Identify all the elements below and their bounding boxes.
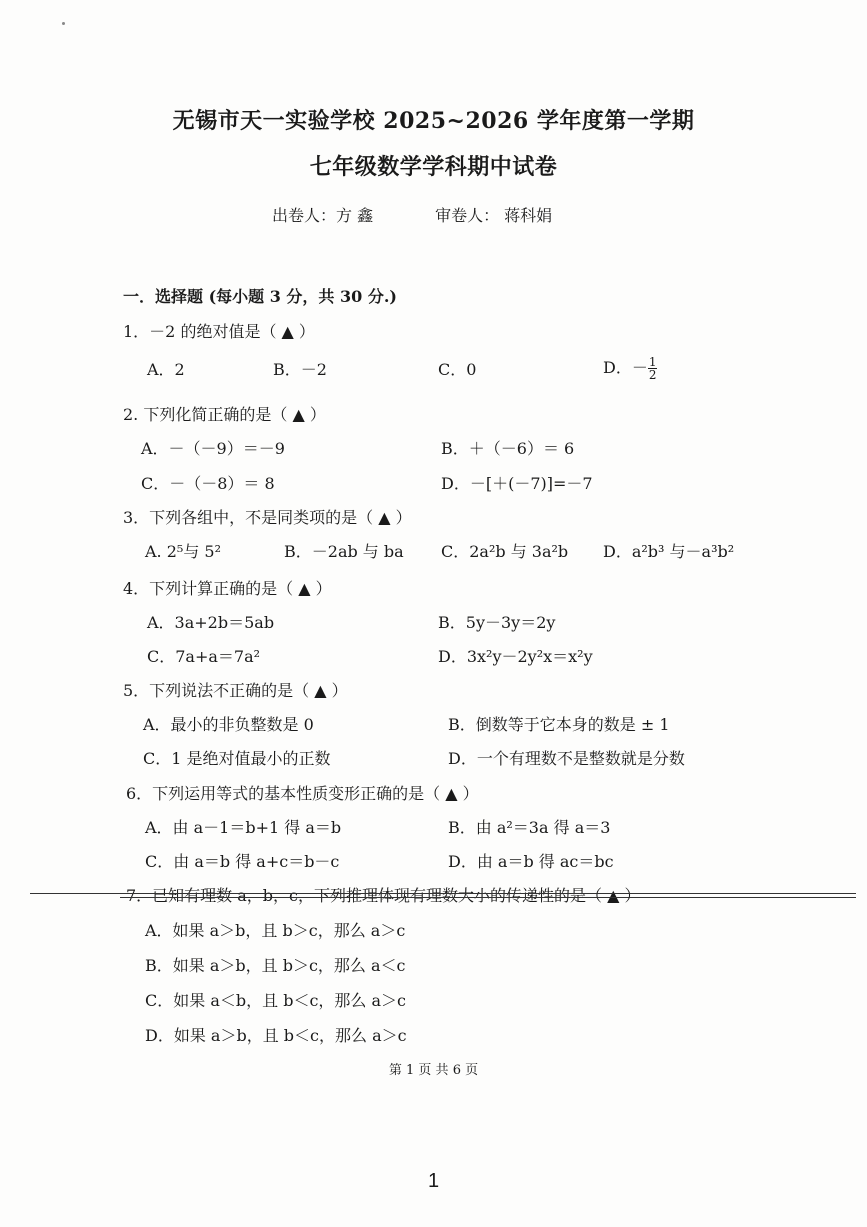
- reviewer: 审卷人： 蒋科娟: [435, 206, 553, 225]
- q1-option-d: [603, 356, 657, 381]
- fraction-numerator: 1: [648, 355, 657, 369]
- q2-option-c: C．－（－8）＝ 8: [141, 474, 275, 493]
- q1-option-a: A．2: [147, 360, 185, 379]
- q3-option-d: D．a²b³ 与－a³b²: [603, 542, 735, 561]
- authors-line: [272, 203, 552, 226]
- q6-option-d: D．由 a＝b 得 ac＝bc: [448, 852, 614, 871]
- scan-artifact-line-2: [120, 897, 856, 898]
- q6-option-b: B．由 a²＝3a 得 a＝3: [448, 818, 611, 837]
- q5-option-a: A．最小的非负整数是 0: [143, 715, 314, 734]
- q7-option-b: B．如果 a＞b，且 b＞c，那么 a＜c: [145, 956, 406, 975]
- q5-option-d: D．一个有理数不是整数就是分数: [448, 749, 685, 768]
- q3-option-a: A. 2⁵与 5²: [145, 542, 222, 561]
- question-4-stem: 4．下列计算正确的是（ ▲ ）: [123, 579, 332, 598]
- fraction-half: [648, 356, 658, 381]
- question-6-stem: 6．下列运用等式的基本性质变形正确的是（ ▲ ）: [126, 784, 479, 803]
- question-5-stem: 5．下列说法不正确的是（ ▲ ）: [123, 681, 348, 700]
- scan-artifact-line-1: [30, 893, 856, 894]
- q3-option-c: C．2a²b 与 3a²b: [441, 542, 569, 561]
- q2-option-d: D．－[＋(－7)]=－7: [441, 474, 593, 493]
- question-7-stem: 7．已知有理数 a，b，c，下列推理体现有理数大小的传递性的是（ ▲ ）: [126, 886, 641, 905]
- page-footer: 第 1 页 共 6 页: [388, 1063, 479, 1078]
- q4-option-b: B．5y－3y＝2y: [438, 613, 556, 632]
- q6-option-a: A．由 a－1＝b+1 得 a＝b: [145, 818, 342, 837]
- q4-option-a: A．3a+2b＝5ab: [147, 613, 275, 632]
- exam-title: 无锡市天一实验学校 2025~2026 学年度第一学期: [172, 108, 695, 134]
- q3-option-b: B．－2ab 与 ba: [284, 542, 404, 561]
- q2-option-b: B．＋（－6）＝ 6: [441, 439, 575, 458]
- q2-option-a: A．－（－9）＝－9: [141, 439, 285, 458]
- q7-option-a: A．如果 a＞b，且 b＞c，那么 a＞c: [145, 921, 406, 940]
- section-heading: 一．选择题 (每小题 3 分，共 30 分.): [123, 287, 397, 306]
- q5-option-b: B．倒数等于它本身的数是 ± 1: [448, 715, 670, 734]
- q6-option-c: C．由 a＝b 得 a+c＝b－c: [145, 852, 340, 871]
- fraction-denominator: 2: [648, 368, 657, 382]
- q7-option-d: D．如果 a＞b，且 b＜c，那么 a＞c: [145, 1026, 407, 1045]
- q4-option-d: D．3x²y－2y²x＝x²y: [438, 647, 593, 666]
- question-2-stem: 2. 下列化简正确的是（ ▲ ）: [123, 405, 326, 424]
- q4-option-c: C．7a+a＝7a²: [147, 647, 261, 666]
- question-1-stem: 1．－2 的绝对值是（ ▲ ）: [123, 322, 315, 341]
- q5-option-c: C．1 是绝对值最小的正数: [143, 749, 331, 768]
- q7-option-c: C．如果 a＜b，且 b＜c，那么 a＞c: [145, 991, 406, 1010]
- scan-speck: [62, 22, 65, 25]
- author: 出卷人：方 鑫: [272, 206, 374, 225]
- q1-option-c: C．0: [438, 360, 477, 379]
- q1-option-b: B．－2: [273, 360, 327, 379]
- q1-option-d-label: D．－: [603, 358, 648, 377]
- exam-subtitle: 七年级数学学科期中试卷: [309, 154, 558, 180]
- page-number: 1: [427, 1170, 440, 1192]
- question-3-stem: 3．下列各组中，不是同类项的是（ ▲ ）: [123, 508, 412, 527]
